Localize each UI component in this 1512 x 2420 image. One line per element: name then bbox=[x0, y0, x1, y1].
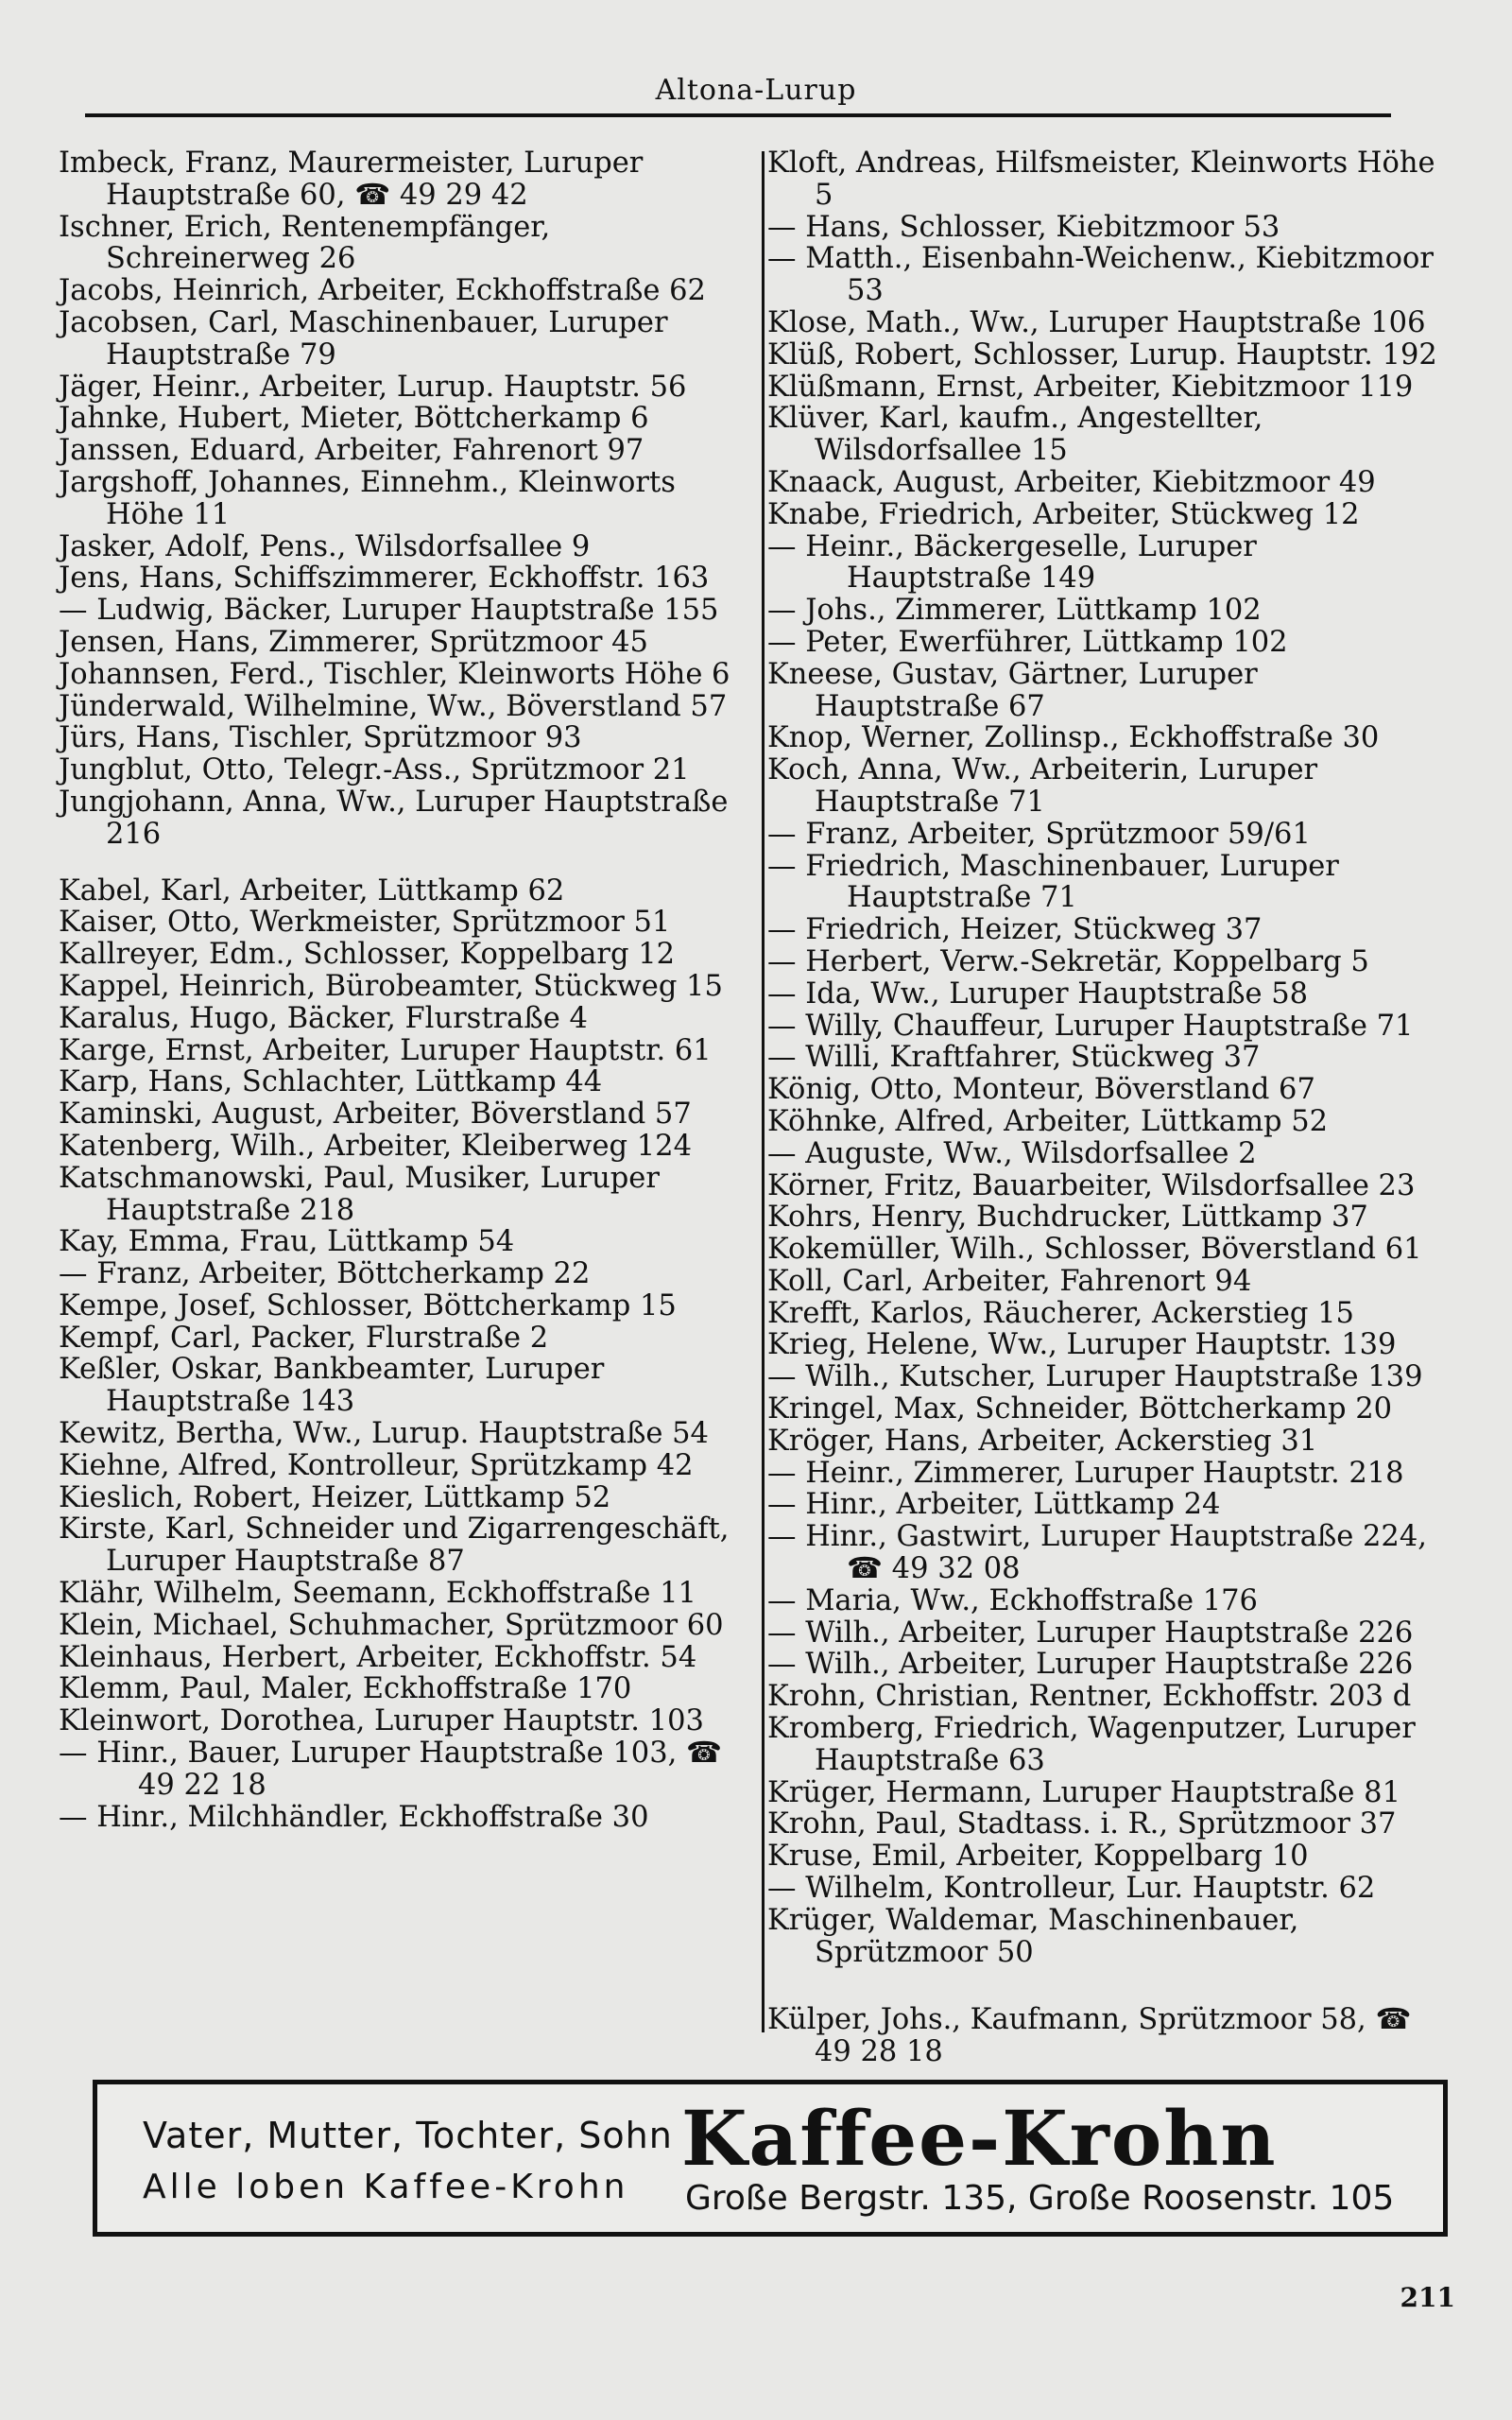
directory-entry: Karp, Hans, Schlachter, Lüttkamp 44 bbox=[59, 1065, 603, 1099]
left-column bbox=[59, 147, 744, 1833]
directory-entry: Keßler, Oskar, Bankbeamter, Luruper Hauptstraße 143 bbox=[59, 1353, 605, 1419]
directory-entry: König, Otto, Monteur, Böverstland 67 bbox=[767, 1073, 1315, 1107]
directory-entry: Klähr, Wilhelm, Seemann, Eckhoffstraße 11 bbox=[59, 1577, 696, 1611]
directory-entry: — Friedrich, Heizer, Stückweg 37 bbox=[767, 913, 1263, 947]
directory-entry: Knop, Werner, Zollinsp., Eckhoffstraße 30 bbox=[767, 721, 1380, 755]
directory-entry: Kempe, Josef, Schlosser, Böttcherkamp 15 bbox=[59, 1288, 677, 1322]
directory-entry: Kloft, Andreas, Hilfsmeister, Kleinworts Höhe 5 bbox=[767, 147, 1435, 212]
section-gap bbox=[767, 1968, 1446, 2004]
directory-entry: Köhnke, Alfred, Arbeiter, Lüttkamp 52 bbox=[767, 1104, 1329, 1138]
directory-entry: Klüver, Karl, kaufm., Angestellter, Wilsdorfsallee 15 bbox=[767, 402, 1263, 468]
directory-entry: Jäger, Heinr., Arbeiter, Lurup. Hauptstr. 56 bbox=[59, 370, 687, 404]
directory-entry: Jünderwald, Wilhelmine, Ww., Böverstland 57 bbox=[59, 689, 728, 723]
directory-entry: Kohrs, Henry, Buchdrucker, Lüttkamp 37 bbox=[767, 1201, 1368, 1235]
directory-entry: Jacobsen, Carl, Maschinenbauer, Luruper Hauptstraße 79 bbox=[59, 305, 668, 372]
directory-entry: Krüger, Hermann, Luruper Hauptstraße 81 bbox=[767, 1775, 1400, 1809]
kaffee-krohn-advertisement bbox=[93, 2080, 1448, 2237]
directory-entry: — Willy, Chauffeur, Luruper Hauptstraße 71 bbox=[767, 1009, 1414, 1043]
directory-entry: — Wilh., Arbeiter, Luruper Hauptstraße 226 bbox=[767, 1648, 1414, 1682]
directory-entry: — Hans, Schlosser, Kiebitzmoor 53 bbox=[767, 210, 1280, 244]
directory-entry: Jahnke, Hubert, Mieter, Böttcherkamp 6 bbox=[59, 402, 649, 436]
directory-entry: — Hinr., Milchhändler, Eckhoffstraße 30 bbox=[59, 1800, 649, 1834]
directory-entry: Karalus, Hugo, Bäcker, Flurstraße 4 bbox=[59, 1001, 588, 1035]
directory-entry: Jungblut, Otto, Telegr.-Ass., Sprützmoor 21 bbox=[59, 753, 690, 787]
directory-entry: Jensen, Hans, Zimmerer, Sprützmoor 45 bbox=[59, 625, 648, 659]
directory-entry: Imbeck, Franz, Maurermeister, Luruper Hauptstraße 60, ☎ 49 29 42 bbox=[59, 147, 644, 212]
directory-entry: Kappel, Heinrich, Bürobeamter, Stückweg 15 bbox=[59, 969, 723, 1003]
directory-entry: — Friedrich, Maschinenbauer, Luruper Hauptstraße 71 bbox=[767, 849, 1339, 915]
directory-entry: Karge, Ernst, Arbeiter, Luruper Hauptstr. 61 bbox=[59, 1033, 712, 1067]
header-rule bbox=[85, 113, 1391, 117]
directory-entry: — Johs., Zimmerer, Lüttkamp 102 bbox=[767, 594, 1262, 628]
directory-entry: Klüßmann, Ernst, Arbeiter, Kiebitzmoor 119 bbox=[767, 370, 1414, 404]
directory-entry: Klüß, Robert, Schlosser, Lurup. Hauptstr. 192 bbox=[767, 337, 1437, 372]
directory-entry: Kewitz, Bertha, Ww., Lurup. Hauptstraße 54 bbox=[59, 1417, 709, 1451]
directory-entry: Kempf, Carl, Packer, Flurstraße 2 bbox=[59, 1321, 549, 1355]
directory-entry: — Hinr., Bauer, Luruper Hauptstraße 103, ☎ 49 22 18 bbox=[59, 1737, 722, 1802]
directory-entry: — Heinr., Zimmerer, Luruper Hauptstr. 218 bbox=[767, 1456, 1404, 1490]
directory-entry: Kay, Emma, Frau, Lüttkamp 54 bbox=[59, 1225, 515, 1259]
right-column bbox=[767, 147, 1446, 2068]
directory-entry: Jacobs, Heinrich, Arbeiter, Eckhoffstraße 62 bbox=[59, 274, 706, 308]
directory-entry: Kröger, Hans, Arbeiter, Ackerstieg 31 bbox=[767, 1424, 1318, 1458]
ad-address: Große Bergstr. 135, Große Roosenstr. 105 bbox=[685, 2179, 1395, 2218]
ad-slogan-line2: Alle loben Kaffee-Krohn bbox=[143, 2168, 629, 2206]
directory-entry: Jargshoff, Johannes, Einnehm., Kleinworts Höhe 11 bbox=[59, 465, 676, 531]
directory-entry: — Franz, Arbeiter, Böttcherkamp 22 bbox=[59, 1257, 591, 1291]
directory-entry: — Wilhelm, Kontrolleur, Lur. Hauptstr. 62 bbox=[767, 1872, 1376, 1906]
directory-entry: Krüger, Waldemar, Maschinenbauer, Sprützmoor 50 bbox=[767, 1903, 1299, 1969]
directory-entry: Koll, Carl, Arbeiter, Fahrenort 94 bbox=[767, 1264, 1252, 1298]
directory-entry: Külper, Johs., Kaufmann, Sprützmoor 58, ☎ 49 28 18 bbox=[767, 2003, 1412, 2069]
directory-entry: Kallreyer, Edm., Schlosser, Koppelbarg 12 bbox=[59, 938, 676, 972]
directory-entry: — Heinr., Bäckergeselle, Luruper Hauptstraße 149 bbox=[767, 529, 1257, 596]
directory-entry: Kaminski, August, Arbeiter, Böverstland 57 bbox=[59, 1098, 692, 1132]
directory-entry: Kleinwort, Dorothea, Luruper Hauptstr. 103 bbox=[59, 1704, 704, 1738]
ad-brand-logo: Kaffee-Krohn bbox=[681, 2094, 1278, 2183]
directory-entry: — Franz, Arbeiter, Sprützmoor 59/61 bbox=[767, 817, 1311, 851]
directory-entry: — Ida, Ww., Luruper Hauptstraße 58 bbox=[767, 977, 1309, 1011]
directory-entry: Kiehne, Alfred, Kontrolleur, Sprützkamp 42 bbox=[59, 1448, 694, 1482]
directory-entry: Kirste, Karl, Schneider und Zigarrengeschäft, Luruper Hauptstraße 87 bbox=[59, 1512, 730, 1579]
directory-entry: Koch, Anna, Ww., Arbeiterin, Luruper Hauptstraße 71 bbox=[767, 753, 1318, 819]
directory-entry: Kruse, Emil, Arbeiter, Koppelbarg 10 bbox=[767, 1840, 1309, 1874]
directory-entry: Krohn, Christian, Rentner, Eckhoffstr. 203 d bbox=[767, 1680, 1412, 1714]
directory-entry: Katschmanowski, Paul, Musiker, Luruper Hauptstraße 218 bbox=[59, 1161, 660, 1227]
directory-entry: Kneese, Gustav, Gärtner, Luruper Hauptstraße 67 bbox=[767, 657, 1258, 723]
directory-entry: Kokemüller, Wilh., Schlosser, Böverstland 61 bbox=[767, 1233, 1422, 1267]
directory-entry: Jürs, Hans, Tischler, Sprützmoor 93 bbox=[59, 721, 582, 755]
directory-entry: Ischner, Erich, Rentenempfänger, Schreinerweg 26 bbox=[59, 210, 551, 276]
column-divider bbox=[762, 151, 765, 2032]
section-gap bbox=[59, 851, 744, 875]
directory-entry: Krohn, Paul, Stadtass. i. R., Sprützmoor 37 bbox=[767, 1807, 1397, 1841]
directory-entry: Jens, Hans, Schiffszimmerer, Eckhoffstr. 163 bbox=[59, 562, 710, 596]
directory-entry: — Wilh., Arbeiter, Luruper Hauptstraße 226 bbox=[767, 1616, 1414, 1650]
directory-entry: Jasker, Adolf, Pens., Wilsdorfsallee 9 bbox=[59, 529, 591, 563]
directory-entry: Jungjohann, Anna, Ww., Luruper Hauptstraße 216 bbox=[59, 785, 729, 851]
directory-entry: — Wilh., Kutscher, Luruper Hauptstraße 139 bbox=[767, 1360, 1423, 1394]
directory-entry: Krefft, Karlos, Räucherer, Ackerstieg 15 bbox=[767, 1296, 1354, 1330]
directory-entry: Kaiser, Otto, Werkmeister, Sprützmoor 51 bbox=[59, 906, 671, 940]
page-header: Altona-Lurup bbox=[655, 74, 857, 107]
directory-entry: Krieg, Helene, Ww., Luruper Hauptstr. 139 bbox=[767, 1328, 1397, 1362]
directory-entry: Klose, Math., Ww., Luruper Hauptstraße 106 bbox=[767, 305, 1426, 339]
directory-entry: Kringel, Max, Schneider, Böttcherkamp 20 bbox=[767, 1392, 1393, 1426]
directory-entry: Katenberg, Wilh., Arbeiter, Kleiberweg 124 bbox=[59, 1129, 692, 1163]
directory-entry: Klemm, Paul, Maler, Eckhoffstraße 170 bbox=[59, 1672, 632, 1706]
directory-entry: Knaack, August, Arbeiter, Kiebitzmoor 49 bbox=[767, 465, 1376, 499]
directory-entry: — Matth., Eisenbahn-Weichenw., Kiebitzmoor 53 bbox=[767, 242, 1434, 308]
directory-entry: — Maria, Ww., Eckhoffstraße 176 bbox=[767, 1583, 1258, 1617]
directory-entry: — Herbert, Verw.-Sekretär, Koppelbarg 5 bbox=[767, 944, 1369, 978]
ad-slogan-line1: Vater, Mutter, Tochter, Sohn bbox=[143, 2115, 673, 2156]
directory-entry: — Auguste, Ww., Wilsdorfsallee 2 bbox=[767, 1136, 1257, 1170]
directory-entry: — Hinr., Arbeiter, Lüttkamp 24 bbox=[767, 1488, 1221, 1522]
directory-entry: Kieslich, Robert, Heizer, Lüttkamp 52 bbox=[59, 1480, 611, 1514]
directory-entry: Knabe, Friedrich, Arbeiter, Stückweg 12 bbox=[767, 497, 1360, 531]
directory-entry: Kromberg, Friedrich, Wagenputzer, Luruper Hauptstraße 63 bbox=[767, 1712, 1416, 1777]
directory-entry: — Peter, Ewerführer, Lüttkamp 102 bbox=[767, 625, 1288, 659]
directory-entry: Johannsen, Ferd., Tischler, Kleinworts Höhe 6 bbox=[59, 657, 730, 691]
directory-entry: — Willi, Kraftfahrer, Stückweg 37 bbox=[767, 1041, 1261, 1075]
directory-entry: Kleinhaus, Herbert, Arbeiter, Eckhoffstr. 54 bbox=[59, 1640, 697, 1674]
page-number: 211 bbox=[1400, 2282, 1455, 2313]
directory-entry: Körner, Fritz, Bauarbeiter, Wilsdorfsallee 23 bbox=[767, 1168, 1416, 1202]
directory-entry: — Hinr., Gastwirt, Luruper Hauptstraße 224, ☎ 49 32 08 bbox=[767, 1520, 1427, 1586]
directory-entry: Janssen, Eduard, Arbeiter, Fahrenort 97 bbox=[59, 434, 644, 468]
directory-entry: Klein, Michael, Schuhmacher, Sprützmoor 60 bbox=[59, 1608, 724, 1642]
directory-entry: — Ludwig, Bäcker, Luruper Hauptstraße 155 bbox=[59, 594, 719, 628]
directory-entry: Kabel, Karl, Arbeiter, Lüttkamp 62 bbox=[59, 873, 565, 908]
